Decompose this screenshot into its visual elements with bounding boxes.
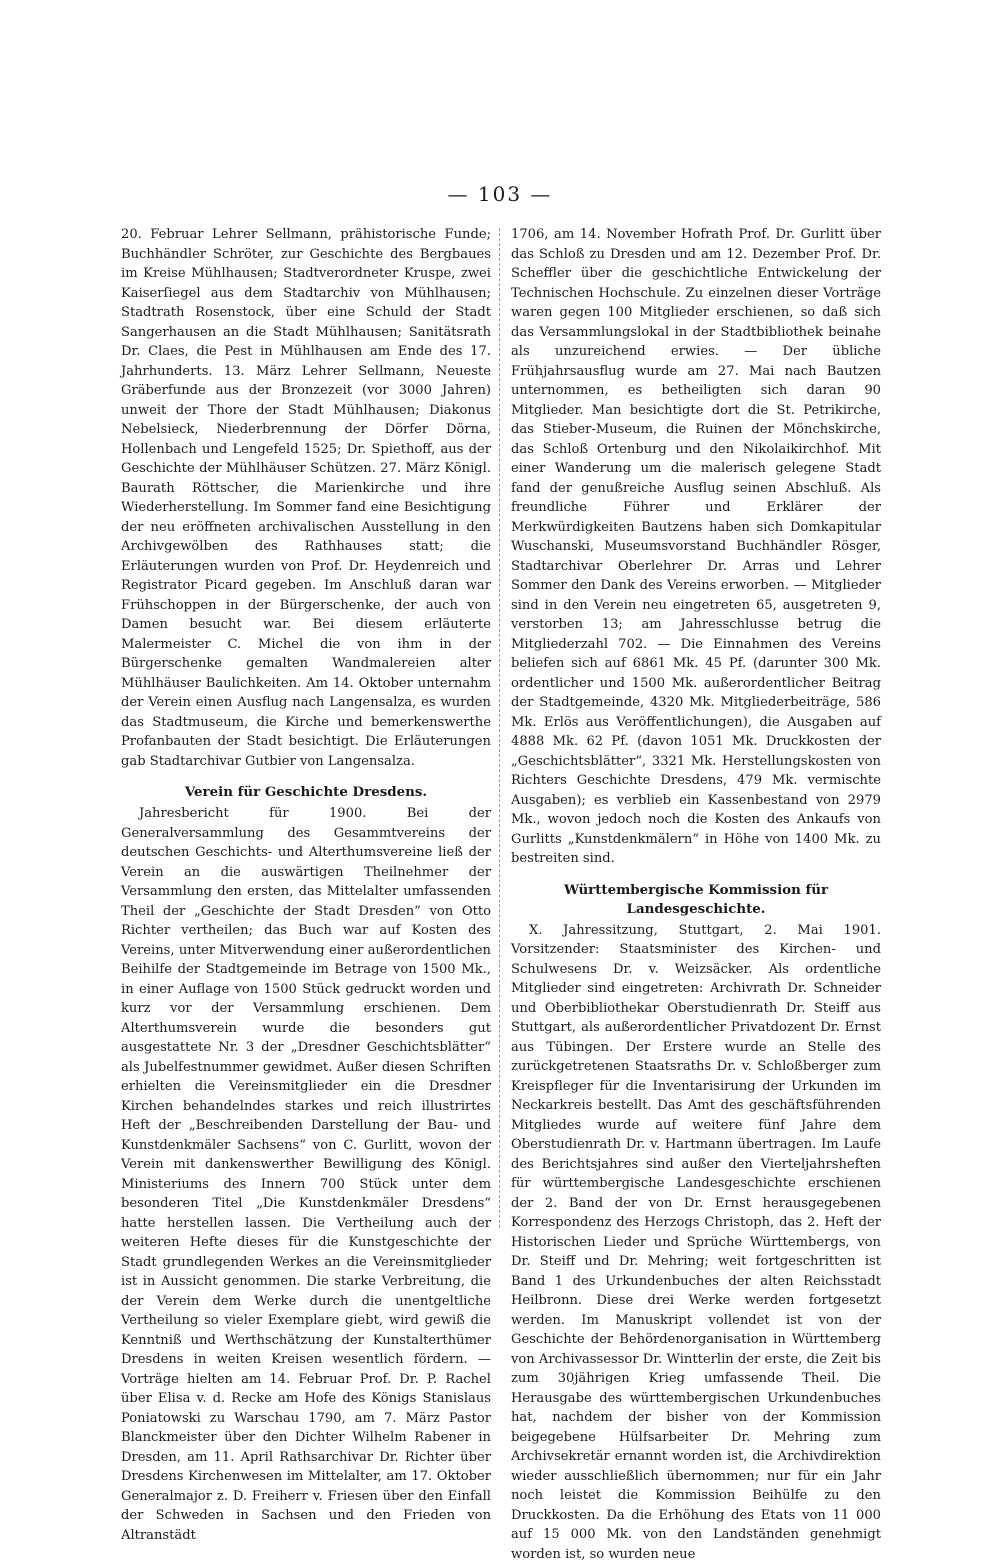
paragraph-muehlhausen-lectures: 20. Februar Lehrer Sellmann, prähistorische Funde; Buchhändler Schröter, zur Geschichte des Bergbaues im Kreise Mühlhausen; Stadtverordneter Kruspe, zwei Kaiserſiegel aus dem Stadtarchiv von Mühlhausen; Stadtrath Rosenstock, über eine Schuld der Stadt Sangerhausen an die Stadt Mühlhausen; Sanitätsrath Dr. Claes, die Pest in Mühlhausen am Ende des 17. Jahrhunderts. 13. März Lehrer Sellmann, Neueste Gräberfunde aus der Bronzezeit (vor 3000 Jahren) unweit der Thore der Stadt Mühlhausen; Diakonus Nebelsieck, Niederbrennung der Dörfer Dörna, Hollenbach und Lengefeld 1525; Dr. Spiethoff, aus der Geschichte der Mühlhäuser Schützen. 27. März Königl. Baurath Röttscher, die Marienkirche und ihre Wiederherstellung. Im Sommer fand eine Besichtigung der neu eröffneten archivalischen Ausstellung in den Archivgewölben des Rathhauses statt; die Erläuterungen wurden von Prof. Dr. Heydenreich und Registrator Picard gegeben. Im Anschluß daran war Frühschoppen in der Bürgerschenke, der auch von Damen besucht war. Bei diesem erläuterte Malermeister C. Michel die von ihm in der Bürgerschenke gemalten Wandmalereien alter Mühlhäuser Baulichkeiten. Am 14. Oktober unternahm der Verein einen Ausflug nach Langensalza, es wurden das Stadtmuseum, die Kirche und bemerkenswerthe Profanbauten der Stadt besichtigt. Die Erläuterungen gab Stadtarchivar Gutbier von Langensalza. xyxy=(121,225,491,771)
right-column xyxy=(511,225,881,1564)
section-heading-dresden: Verein für Geschichte Dresdens. xyxy=(121,783,491,802)
left-column xyxy=(121,225,491,1545)
section-heading-wuerttemberg: Württembergische Kommission für Landesgeschichte. xyxy=(511,881,881,919)
column-divider xyxy=(499,228,500,1228)
page-number: — 103 — xyxy=(0,182,1000,206)
paragraph-dresden-report-continued: 1706, am 14. November Hofrath Prof. Dr. Gurlitt über das Schloß zu Dresden und am 12. Dezember Prof. Dr. Scheffler über die geschichtliche Entwickelung der Technischen Hochschule. Zu einzelnen dieser Vorträge waren gegen 100 Mitglieder erschienen, so daß sich das Versammlungslokal in der Stadtbibliothek beinahe als unzureichend erwies. — Der übliche Frühjahrsausflug wurde am 27. Mai nach Bautzen unternommen, es betheiligten sich daran 90 Mitglieder. Man besichtigte dort die St. Petrikirche, das Stieber-Museum, die Ruinen der Mönchskirche, das Schloß Ortenburg und den Nikolaikirchhof. Mit einer Wanderung um die malerisch gelegene Stadt fand der genußreiche Ausflug seinen Abschluß. Als freundliche Führer und Erklärer der Merkwürdigkeiten Bautzens haben sich Domkapitular Wuschanski, Museumsvorstand Buchhändler Rösger, Stadtarchivar Oberlehrer Dr. Arras und Lehrer Sommer den Dank des Vereins erworben. — Mitglieder sind in den Verein neu eingetreten 65, ausgetreten 9, verstorben 13; am Jahresschlusse betrug die Mitgliederzahl 702. — Die Einnahmen des Vereins beliefen sich auf 6861 Mk. 45 Pf. (darunter 300 Mk. ordentlicher und 1500 Mk. außerordentlicher Beitrag der Stadtgemeinde, 4320 Mk. Mitgliederbeiträge, 586 Mk. Erlös aus Veröffentlichungen), die Ausgaben auf 4888 Mk. 62 Pf. (davon 1051 Mk. Druckkosten der „Geschichtsblätter“, 3321 Mk. Herstellungskosten von Richters Geschichte Dresdens, 479 Mk. vermischte Ausgaben); es verblieb ein Kassenbestand von 2979 Mk., wovon jedoch noch die Kosten des Ankaufs von Gurlitts „Kunstdenkmälern“ in Höhe von 1400 Mk. zu bestreiten sind. xyxy=(511,225,881,869)
paragraph-wuerttemberg-commission: X. Jahressitzung, Stuttgart, 2. Mai 1901. Vorsitzender: Staatsminister des Kirchen- und Schulwesens Dr. v. Weizsäcker. Als ordentliche Mitglieder sind eingetreten: Archivrath Dr. Schneider und Oberbibliothekar Oberstudienrath Dr. Steiff aus Stuttgart, als außerordentlicher Privatdozent Dr. Ernst aus Tübingen. Der Erstere wurde an Stelle des zurückgetretenen Staatsraths Dr. v. Schloßberger zum Kreispfleger für die Inventarisirung der Urkunden im Neckarkreis bestellt. Das Amt des geschäftsführenden Mitgliedes wurde auf weitere fünf Jahre dem Oberstudienrath Dr. v. Hartmann übertragen. Im Laufe des Berichtsjahres sind außer den Vierteljahrsheften für württembergische Landesgeschichte erschienen der 2. Band der von Dr. Ernst herausgegebenen Korrespondenz des Herzogs Christoph, das 2. Heft der Historischen Lieder und Sprüche Württembergs, von Dr. Steiff und Dr. Mehring; weit fortgeschritten ist Band 1 des Urkundenbuches der alten Reichsstadt Heilbronn. Diese drei Werke werden fortgesetzt werden. Im Manuskript vollendet ist von der Geschichte der Behördenorganisation in Württemberg von Archivassessor Dr. Wintterlin der erste, die Zeit bis zum 30jährigen Krieg umfassende Theil. Die Herausgabe des württembergischen Urkundenbuches hat, nachdem der bisher von der Kommission beigegebene Hülfsarbeiter Dr. Mehring zum Archivsekretär ernannt worden ist, die Archivdirektion wieder ausschließlich übernommen; nur für ein Jahr noch leistet die Kommission Beihülfe zu den Druckkosten. Da die Erhöhung des Etats von 11 000 auf 15 000 Mk. von den Landständen genehmigt worden ist, so wurden neue xyxy=(511,921,881,1564)
paragraph-dresden-report: Jahresbericht für 1900. Bei der Generalversammlung des Gesammtvereins der deutschen Geschichts- und Alterthumsvereine ließ der Verein an die auswärtigen Theilnehmer der Versammlung den ersten, das Mittelalter umfassenden Theil der „Geschichte der Stadt Dresden“ von Otto Richter vertheilen; das Buch war auf Kosten des Vereins, unter Mitverwendung einer außerordentlichen Beihilfe der Stadtgemeinde im Betrage von 1500 Mk., in einer Auflage von 1500 Stück gedruckt worden und kurz vor der Versammlung erschienen. Dem Alterthumsverein wurde die besonders gut ausgestattete Nr. 3 der „Dresdner Geschichtsblätter“ als Jubelfestnummer gewidmet. Außer diesen Schriften erhielten die Vereinsmitglieder ein die Dresdner Kirchen behandelndes starkes und reich illustrirtes Heft der „Beschreibenden Darstellung der Bau- und Kunstdenkmäler Sachsens“ von C. Gurlitt, wovon der Verein mit dankenswerther Bewilligung des Königl. Ministeriums des Innern 700 Stück unter dem besonderen Titel „Die Kunstdenkmäler Dresdens“ hatte herstellen lassen. Die Vertheilung auch der weiteren Hefte dieses für die Kunstgeschichte der Stadt grundlegenden Werkes an die Vereinsmitglieder ist in Aussicht genommen. Die starke Verbreitung, die der Verein dem Werke durch die unentgeltliche Vertheilung so vieler Exemplare giebt, wird gewiß die Kenntniß und Werthschätzung der Kunstalterthümer Dresdens in weiten Kreisen wesentlich fördern. — Vorträge hielten am 14. Februar Prof. Dr. P. Rachel über Elisa v. d. Recke am Hofe des Königs Stanislaus Poniatowski zu Warschau 1790, am 7. März Pastor Blanckmeister über den Dichter Wilhelm Rabener in Dresden, am 11. April Rathsarchivar Dr. Richter über Dresdens Kirchenwesen im Mittelalter, am 17. Oktober Generalmajor z. D. Freiherr v. Friesen über den Einfall der Schweden in Sachsen und den Frieden von Altranstädt xyxy=(121,804,491,1545)
